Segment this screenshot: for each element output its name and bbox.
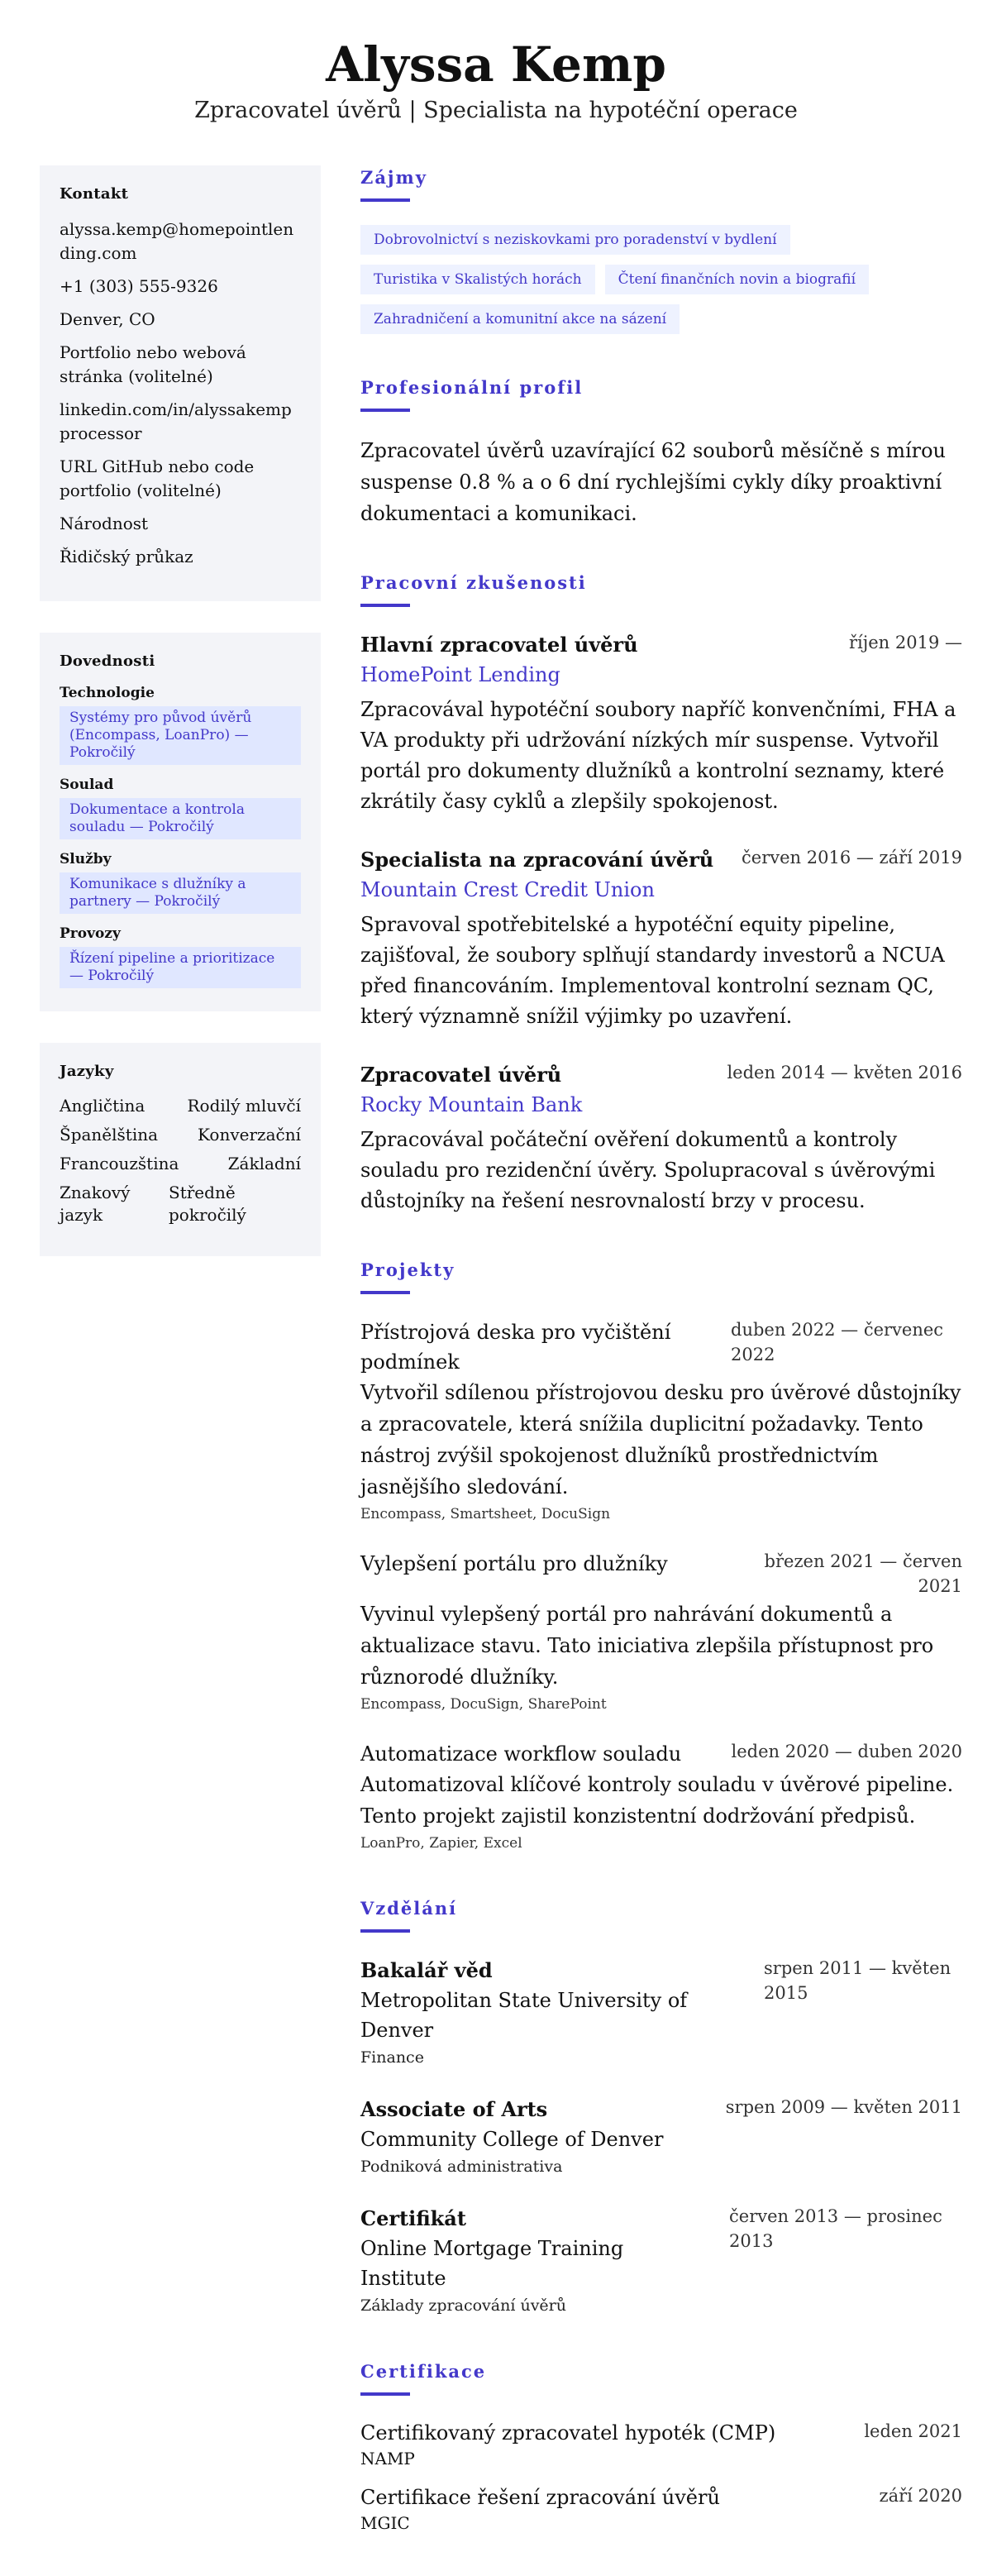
job-dates: červen 2016 — září 2019 [742,848,962,867]
skill-tag: Systémy pro původ úvěrů (Encompass, LoanPro) — Pokročilý [60,706,301,765]
job-entry [360,845,962,1032]
certification-issuer: NAMP [360,2449,415,2468]
project-dates: březen 2021 — červen 2021 [764,1551,962,1596]
job-company: Rocky Mountain Bank [360,1093,583,1116]
section-heading: Certifikace [360,2361,487,2382]
skill-category: Soulad [60,777,114,793]
interest-tag: Dobrovolnictví s neziskovkami pro poradenství v bydlení [360,225,790,255]
certification-entry [360,2483,962,2535]
skill-tag: Komunikace s dlužníky a partnery — Pokročilý [60,872,301,914]
job-description: Zpracovával hypotéční soubory napříč konvenčními, FHA a VA produkty při udržování nízkých mír suspense. Vytvořil portál pro dokumenty dlužníků a kontrolní seznamy, které zkrátily časy cyklů a zlepšily spokojenost. [360,698,956,813]
job-title: Zpracovatel úvěrů [360,1063,562,1087]
projects-section [360,1258,962,1855]
section-heading: Zájmy [360,167,427,188]
skill-category: Provozy [60,925,121,942]
project-tech: Encompass, Smartsheet, DocuSign [360,1506,611,1522]
degree: Bakalář věd [360,1958,493,1982]
interest-tag: Zahradničení a komunitní akce na sázení [360,304,680,334]
language-row [60,1095,301,1117]
language-row [60,1124,301,1146]
language-level: Konverzační [198,1125,301,1145]
project-dates: duben 2022 — červenec 2022 [731,1320,944,1364]
candidate-subtitle: Zpracovatel úvěrů | Specialista na hypotéční operace [194,98,798,123]
job-title: Specialista na zpracování úvěrů [360,848,714,872]
certification-name: Certifikovaný zpracovatel hypoték (CMP) [360,2421,776,2445]
field: Finance [360,2048,424,2067]
project-entry [360,1739,962,1855]
certification-issuer: MGIC [360,2513,410,2533]
language-name: Angličtina [60,1096,145,1116]
interest-tag: Čtení finančních novin a biografií [605,265,869,294]
language-level: Základní [227,1154,301,1173]
degree: Associate of Arts [360,2097,548,2121]
language-name: Znakový jazyk [60,1183,131,1225]
project-name: Vylepšení portálu pro dlužníky [360,1552,668,1575]
project-dates: leden 2020 — duben 2020 [731,1742,962,1761]
skill-tag: Dokumentace a kontrola souladu — Pokročilý [60,798,301,839]
education-dates: červen 2013 — prosinec 2013 [729,2206,942,2251]
school: Metropolitan State University of Denver [360,1989,688,2042]
education-section [360,1896,962,2318]
project-tech: Encompass, DocuSign, SharePoint [360,1696,607,1713]
experience-section [360,571,962,1216]
job-description: Zpracovával počáteční ověření dokumentů a kontroly souladu pro rezidenční úvěry. Spolupracoval s úvěrovými důstojníky na řešení nesrovnalostí brzy v procesu. [360,1128,936,1212]
skills-box [40,633,321,1011]
language-level: Rodilý mluvčí [187,1096,301,1116]
project-entry [360,1317,962,1526]
skills-title: Dovednosti [60,652,155,670]
education-dates: srpen 2009 — květen 2011 [725,2097,962,2117]
certification-date: leden 2021 [864,2421,962,2441]
skill-category: Technologie [60,685,155,701]
interest-tag: Turistika v Skalistých horách [360,265,595,294]
degree: Certifikát [360,2206,466,2230]
profile-section [360,375,962,529]
project-description: Vytvořil sdílenou přístrojovou desku pro úvěrové důstojníky a zpracovatele, která snížila duplicitní požadavky. Tento nástroj zvýšil spokojenost dlužníků prostřednictvím jasnějšího sledování. [360,1381,961,1498]
certification-date: září 2020 [879,2486,962,2506]
job-dates: leden 2014 — květen 2016 [727,1063,962,1082]
contact-nationality: Národnost [60,514,149,533]
job-entry [360,630,962,817]
certification-name: Certifikace řešení zpracování úvěrů [360,2486,720,2509]
resume-header [0,0,992,165]
profile-text: Zpracovatel úvěrů uzavírající 62 souborů měsíčně s mírou suspense 0.8 % a o 6 dní rychlejšími cykly díky proaktivní dokumentaci a komunikaci. [360,439,946,525]
contact-phone: +1 (303) 555-9326 [60,276,218,296]
language-row [60,1153,301,1175]
language-row [60,1182,301,1226]
heading-underline [360,2392,410,2396]
sidebar [40,165,321,2576]
job-company: Mountain Crest Credit Union [360,878,655,901]
section-heading: Pracovní zkušenosti [360,572,587,593]
job-dates: říjen 2019 — [848,633,962,652]
contact-location: Denver, CO [60,309,155,329]
project-description: Vyvinul vylepšený portál pro nahrávání dokumentů a aktualizace stavu. Tato iniciativa zlepšila přístupnost pro různorodé dlužníky. [360,1603,934,1689]
skill-tag: Řízení pipeline a prioritizace — Pokročilý [60,947,301,988]
field: Podniková administrativa [360,2158,563,2176]
project-entry [360,1549,962,1716]
contact-title: Kontakt [60,185,129,203]
languages-box [40,1043,321,1256]
heading-underline [360,604,410,607]
interests-section [360,165,962,334]
section-heading: Vzdělání [360,1898,458,1919]
job-company: HomePoint Lending [360,663,560,686]
project-description: Automatizoval klíčové kontroly souladu v úvěrové pipeline. Tento projekt zajistil konzistentní dodržování předpisů. [360,1773,954,1828]
contact-license: Řidičský průkaz [60,547,193,566]
languages-title: Jazyky [60,1063,114,1080]
contact-linkedin[interactable]: linkedin.com/in/alyssakempprocessor [60,399,292,443]
job-entry [360,1060,962,1216]
certification-entry [360,2419,962,2470]
project-tech: LoanPro, Zapier, Excel [360,1835,522,1852]
section-heading: Profesionální profil [360,377,584,398]
heading-underline [360,198,410,202]
heading-underline [360,409,410,412]
project-name: Automatizace workflow souladu [360,1742,682,1766]
project-name: Přístrojová deska pro vyčištění podmínek [360,1321,671,1374]
field: Základy zpracování úvěrů [360,2296,566,2315]
contact-github: URL GitHub nebo code portfolio (volitelné) [60,456,255,500]
candidate-name: Alyssa Kemp [326,36,666,93]
education-entry [360,1956,962,2070]
education-entry [360,2204,962,2318]
heading-underline [360,1929,410,1933]
main-content [360,165,962,2576]
section-heading: Projekty [360,1259,455,1280]
language-level: Středně pokročilý [169,1183,246,1225]
contact-box [40,165,321,601]
language-name: Španělština [60,1125,159,1145]
language-name: Francouzština [60,1154,179,1173]
job-title: Hlavní zpracovatel úvěrů [360,633,638,657]
certifications-section [360,2359,962,2535]
education-entry [360,2095,962,2179]
education-dates: srpen 2011 — květen 2015 [764,1958,951,2003]
school: Community College of Denver [360,2128,664,2151]
job-description: Spravoval spotřebitelské a hypotéční equity pipeline, zajišťoval, že soubory splňují standardy investorů a NCUA před financováním. Implementoval kontrolní seznam QC, který významně snížil výjimky po uzavření. [360,913,945,1028]
school: Online Mortgage Training Institute [360,2237,624,2290]
heading-underline [360,1291,410,1294]
contact-email[interactable]: alyssa.kemp@homepointlending.com [60,219,294,263]
contact-portfolio: Portfolio nebo webová stránka (volitelné) [60,342,246,386]
skill-category: Služby [60,851,112,867]
